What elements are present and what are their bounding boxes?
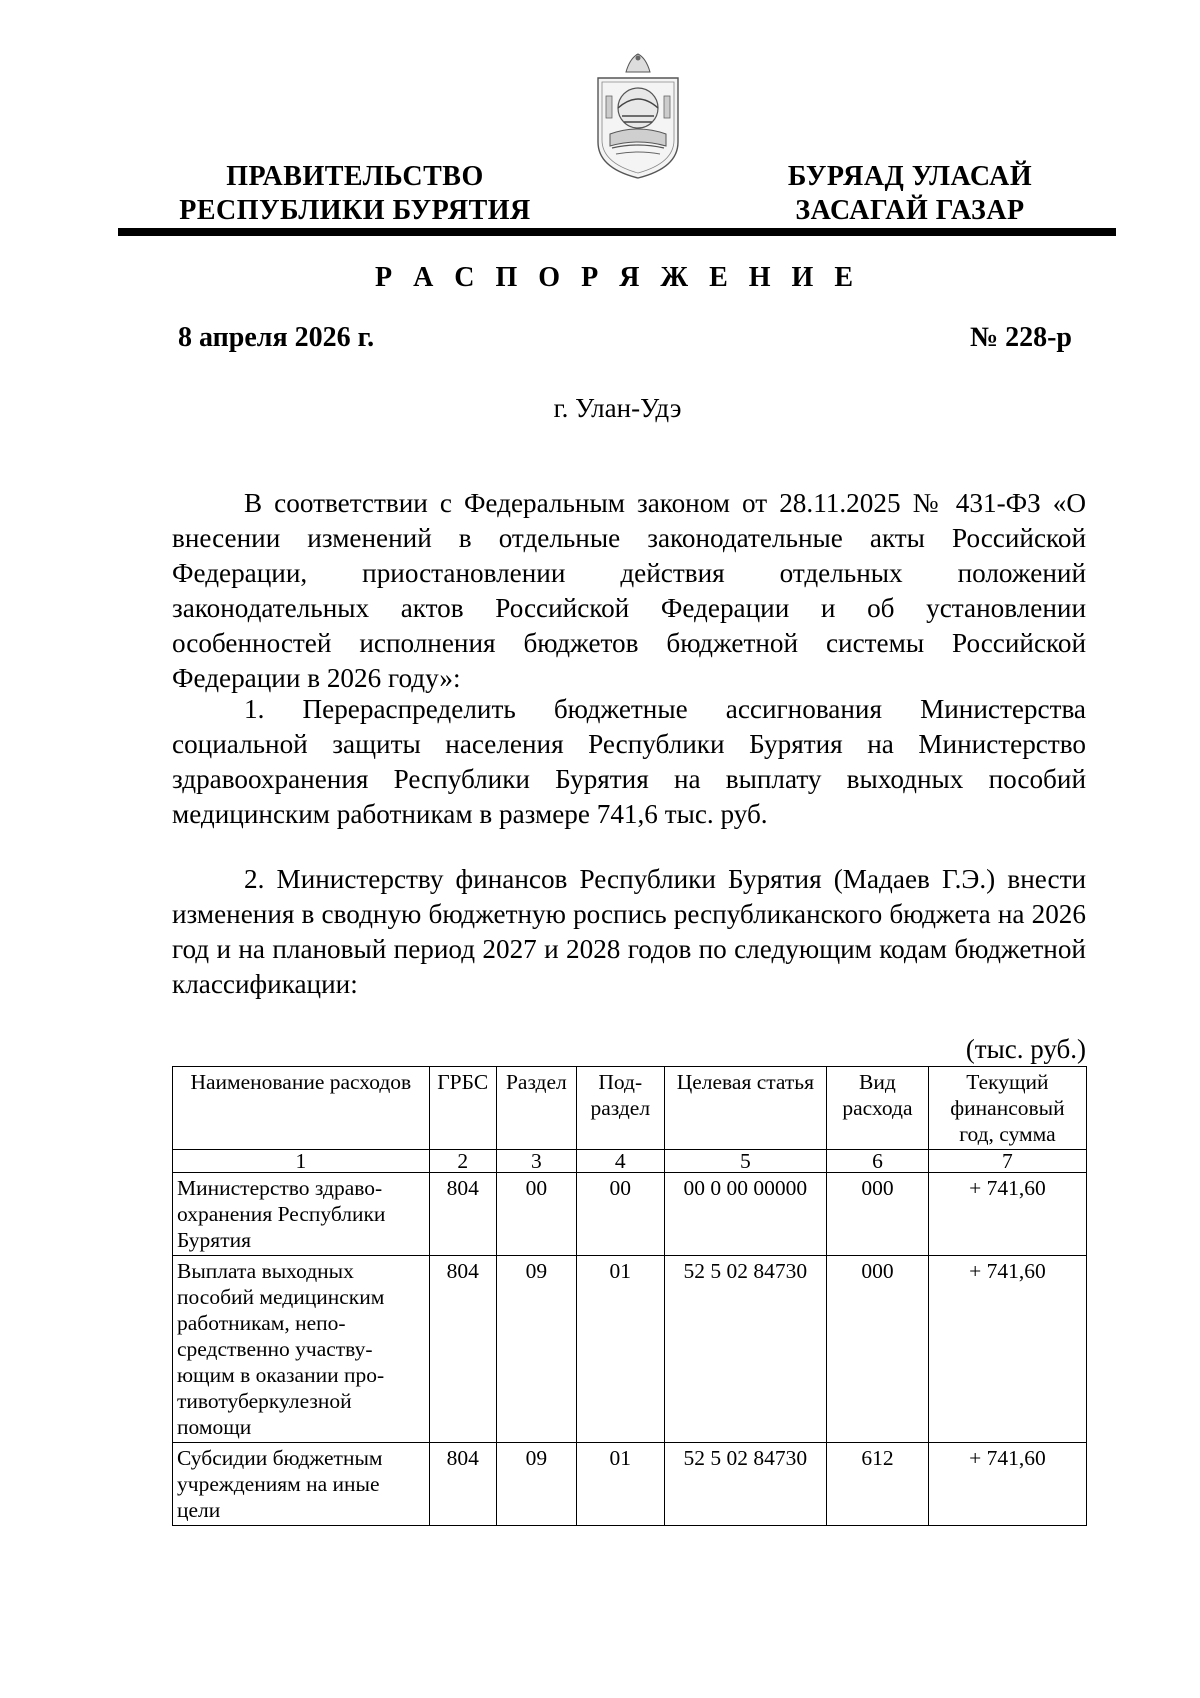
cell-vid: 000 — [827, 1256, 929, 1443]
cell-tselevaya: 52 5 02 84730 — [664, 1256, 826, 1443]
cell-name: Субсидии бюджетным учреждениям на иные цели — [173, 1443, 430, 1526]
cell-summa: + 741,60 — [928, 1443, 1086, 1526]
header-grbs: ГРБС — [429, 1067, 496, 1150]
header-podrazdel: Под-раздел — [576, 1067, 664, 1150]
table-column-numbers-row — [173, 1150, 1087, 1173]
table-units-label: (тыс. руб.) — [965, 1034, 1086, 1064]
org-name-russian — [170, 160, 540, 228]
org-name-buryat-line1: БУРЯАД УЛАСАЙ — [787, 161, 1033, 192]
header-divider — [118, 228, 1116, 236]
coat-of-arms-emblem-icon — [588, 50, 688, 180]
item-2-paragraph: 2. Министерству финансов Республики Бурятия (Мадаев Г.Э.) внести изменения в сводную бюджетную роспись республиканского бюджета на 2026 год и на плановый период 2027 и 2028 годов по следующим кодам бюджетной классификации: — [172, 864, 1086, 999]
col-number: 3 — [496, 1150, 576, 1173]
cell-grbs: 804 — [429, 1443, 496, 1526]
item-1-paragraph: 1. Перераспределить бюджетные ассигнования Министерства социальной защиты населения Республики Бурятия на Министерство здравоохранения Республики Бурятия на выплату выходных пособий медицинским работникам в размере 741,6 тыс. руб. — [172, 694, 1086, 829]
document-number: № 228-р — [969, 322, 1072, 353]
header-vid: Вид расхода — [827, 1067, 929, 1150]
table-row — [173, 1443, 1087, 1526]
header-tselevaya: Целевая статья — [664, 1067, 826, 1150]
cell-summa: + 741,60 — [928, 1173, 1086, 1256]
budget-table — [172, 1066, 1087, 1526]
org-name-line2: РЕСПУБЛИКИ БУРЯТИЯ — [179, 195, 531, 226]
cell-razdel: 09 — [496, 1443, 576, 1526]
cell-grbs: 804 — [429, 1256, 496, 1443]
document-date: 8 апреля 2026 г. — [178, 322, 375, 353]
table-row — [173, 1173, 1087, 1256]
cell-summa: + 741,60 — [928, 1256, 1086, 1443]
cell-grbs: 804 — [429, 1173, 496, 1256]
col-number: 1 — [173, 1150, 430, 1173]
org-name-buryat-line2: ЗАСАГАЙ ГАЗАР — [795, 195, 1025, 226]
table-row — [173, 1256, 1087, 1443]
cell-name: Выплата выходных пособий медицинским работникам, непо-средственно участву-ющим в оказании про-тивотуберкулезной помощи — [173, 1256, 430, 1443]
header-razdel: Раздел — [496, 1067, 576, 1150]
col-number: 5 — [664, 1150, 826, 1173]
document-title: Р А С П О Р Я Ж Е Н И Е — [374, 262, 861, 293]
col-number: 7 — [928, 1150, 1086, 1173]
cell-podrazdel: 01 — [576, 1256, 664, 1443]
table-header-row — [173, 1067, 1087, 1150]
col-number: 4 — [576, 1150, 664, 1173]
cell-tselevaya: 00 0 00 00000 — [664, 1173, 826, 1256]
cell-tselevaya: 52 5 02 84730 — [664, 1443, 826, 1526]
preamble-paragraph: В соответствии с Федеральным законом от 28.11.2025 № 431-ФЗ «О внесении изменений в отдельные законодательные акты Российской Федерации, приостановлении действия отдельных положений законодательных актов Российской Федерации и об установлении особенностей исполнения бюджетов бюджетной системы Российской Федерации в 2026 году»: — [172, 488, 1086, 693]
document-city: г. Улан-Удэ — [553, 393, 682, 423]
col-number: 6 — [827, 1150, 929, 1173]
header-name: Наименование расходов — [173, 1067, 430, 1150]
org-name-buryat — [760, 160, 1060, 228]
cell-podrazdel: 00 — [576, 1173, 664, 1256]
col-number: 2 — [429, 1150, 496, 1173]
header-summa: Текущий финансовый год, сумма — [928, 1067, 1086, 1150]
cell-name: Министерство здраво-охранения Республики Бурятия — [173, 1173, 430, 1256]
cell-vid: 000 — [827, 1173, 929, 1256]
cell-podrazdel: 01 — [576, 1443, 664, 1526]
cell-vid: 612 — [827, 1443, 929, 1526]
cell-razdel: 09 — [496, 1256, 576, 1443]
org-name-line1: ПРАВИТЕЛЬСТВО — [226, 161, 484, 192]
cell-razdel: 00 — [496, 1173, 576, 1256]
